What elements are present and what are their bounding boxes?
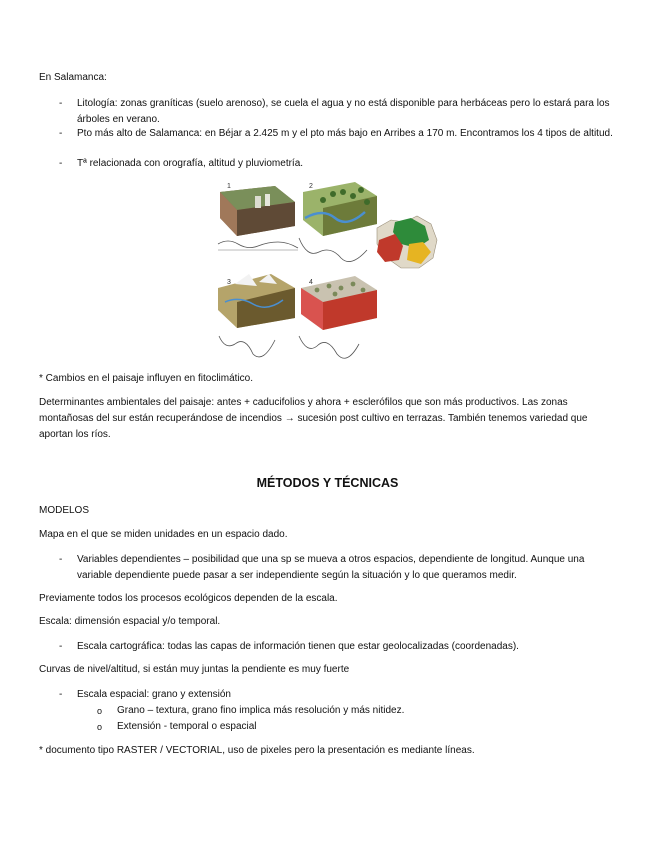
bullet-marker: - bbox=[59, 554, 63, 565]
bullet-escala-cartografica: Escala cartográfica: todas las capas de información tienen que estar geolocalizadas (coordenadas). bbox=[77, 641, 519, 652]
paragraph-escala-dimension: Escala: dimensión espacial y/o temporal. bbox=[39, 616, 221, 627]
panel-2-illustration bbox=[299, 182, 377, 262]
subbullet-extension: Extensión - temporal o espacial bbox=[117, 721, 257, 732]
section-heading: MÉTODOS Y TÉCNICAS bbox=[256, 476, 399, 490]
salamanca-map bbox=[377, 216, 437, 268]
bullet-marker: - bbox=[59, 641, 63, 652]
paragraph-curvas: Curvas de nivel/altitud, si están muy juntas la pendiente es muy fuerte bbox=[39, 664, 350, 675]
note-cambios: * Cambios en el paisaje influyen en fitoclimático. bbox=[39, 373, 253, 384]
panel-1-number: 1 bbox=[227, 183, 231, 190]
landscape-figure bbox=[215, 178, 445, 364]
panel-2-number: 2 bbox=[309, 183, 313, 190]
bullet-marker: - bbox=[59, 689, 63, 700]
paragraph-escala-procesos: Previamente todos los procesos ecológicos dependen de la escala. bbox=[39, 593, 338, 604]
bullet-marker: - bbox=[59, 128, 63, 139]
subbullet-grano: Grano – textura, grano fino implica más resolución y más nitidez. bbox=[117, 705, 405, 716]
bullet-altitud: Pto más alto de Salamanca: en Béjar a 2.425 m y el pto más bajo en Arribes a 170 m. Encontramos los 4 tipos de altitud. bbox=[77, 128, 613, 139]
paragraph-mapa: Mapa en el que se miden unidades en un espacio dado. bbox=[39, 529, 288, 540]
subbullet-marker: o bbox=[97, 722, 103, 732]
intro-text: En Salamanca: bbox=[39, 72, 107, 83]
panel-3-illustration bbox=[218, 274, 295, 357]
panel-4-number: 4 bbox=[309, 279, 313, 286]
bullet-escala-espacial: Escala espacial: grano y extensión bbox=[77, 689, 231, 700]
bullet-variables: Variables dependientes – posibilidad que una sp se mueva a otros espacios, dependiente de longitud. Aunque una variable dependiente puede pasar a ser independiente según la situación y lo que queramos medir. bbox=[77, 554, 585, 581]
bullet-marker: - bbox=[59, 158, 63, 169]
panel-4-illustration bbox=[299, 276, 377, 358]
subheading-modelos: MODELOS bbox=[39, 505, 90, 516]
paragraph-determinantes: Determinantes ambientales del paisaje: antes + caducifolios y ahora + esclerófilos que son más productivos. Las zonas montañosas del sur están recuperándose de incendios → sucesión post cultivo en terrazas. También tenemos variedad que aportan los ríos. bbox=[39, 397, 588, 440]
bullet-temperatura: Tª relacionada con orografía, altitud y pluviometría. bbox=[77, 158, 304, 169]
panel-1-illustration bbox=[218, 183, 298, 250]
note-documento: * documento tipo RASTER / VECTORIAL, uso de pixeles pero la presentación es mediante líneas. bbox=[39, 745, 475, 756]
bullet-litologia: Litología: zonas graníticas (suelo arenoso), se cuela el agua y no está disponible para herbáceas pero lo estará para los árboles en verano. bbox=[77, 98, 610, 125]
bullet-marker: - bbox=[59, 98, 63, 109]
subbullet-marker: o bbox=[97, 706, 103, 716]
panel-3-number: 3 bbox=[227, 279, 231, 286]
